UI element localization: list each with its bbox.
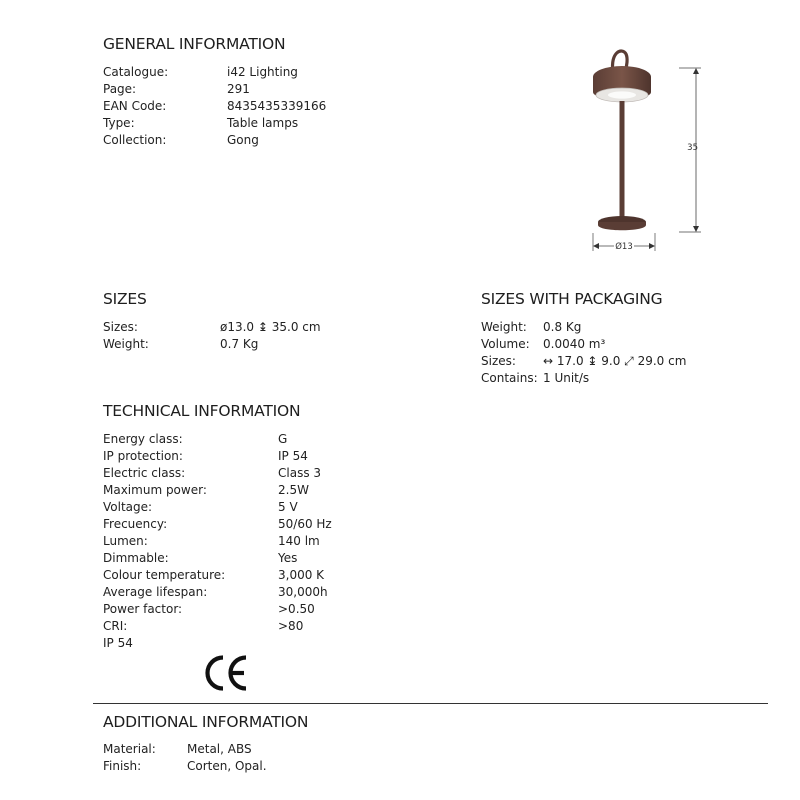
spec-row bbox=[481, 319, 771, 336]
sizes-label: Sizes: bbox=[103, 320, 138, 334]
average-lifespan-label: Average lifespan: bbox=[103, 585, 208, 599]
product-dimension-figure bbox=[576, 44, 711, 260]
page-value: 291 bbox=[227, 82, 250, 96]
electric-class-label: Electric class: bbox=[103, 466, 186, 480]
dimmable-value: Yes bbox=[278, 551, 298, 565]
lamp-stem bbox=[620, 101, 625, 221]
spec-row bbox=[103, 115, 403, 132]
spec-row bbox=[103, 601, 423, 618]
catalogue-label: Catalogue: bbox=[103, 65, 169, 79]
spec-row bbox=[103, 550, 423, 567]
package-sizes-label: Sizes: bbox=[481, 354, 516, 368]
diffuser-center bbox=[608, 91, 636, 98]
collection-value: Gong bbox=[227, 133, 259, 147]
energy-class-value: G bbox=[278, 432, 288, 446]
finish-label: Finish: bbox=[103, 759, 142, 773]
voltage-value: 5 V bbox=[278, 500, 298, 514]
catalogue-value: i42 Lighting bbox=[227, 65, 298, 79]
average-lifespan-value: 30,000h bbox=[278, 585, 328, 599]
ip-protection-value: IP 54 bbox=[278, 449, 308, 463]
spec-row bbox=[103, 567, 423, 584]
weight-label: Weight: bbox=[103, 337, 149, 351]
ip-protection-label: IP protection: bbox=[103, 449, 183, 463]
maximum-power-value: 2.5W bbox=[278, 483, 309, 497]
spec-row bbox=[103, 319, 403, 336]
package-sizes-value: ↔ 17.0 ↨ 9.0 ⤢ 29.0 cm bbox=[543, 354, 687, 368]
spec-row bbox=[103, 741, 403, 758]
additional-information-heading: ADDITIONAL INFORMATION bbox=[103, 713, 309, 731]
maximum-power-label: Maximum power: bbox=[103, 483, 207, 497]
spec-row bbox=[103, 81, 403, 98]
spec-row bbox=[103, 584, 423, 601]
spec-row bbox=[103, 482, 423, 499]
type-value: Table lamps bbox=[227, 116, 299, 130]
spec-row bbox=[103, 465, 423, 482]
spec-row bbox=[103, 132, 403, 149]
collection-label: Collection: bbox=[103, 133, 167, 147]
package-contains-label: Contains: bbox=[481, 371, 538, 385]
package-volume-value: 0.0040 m³ bbox=[543, 337, 606, 351]
power-factor-value: >0.50 bbox=[278, 602, 315, 616]
lumen-label: Lumen: bbox=[103, 534, 148, 548]
table-lamp-drawing bbox=[576, 44, 711, 260]
page-label: Page: bbox=[103, 82, 137, 96]
cri-value: >80 bbox=[278, 619, 304, 633]
ce-certification-icon bbox=[203, 653, 251, 693]
spec-row bbox=[103, 516, 423, 533]
type-label: Type: bbox=[103, 116, 135, 130]
electric-class-value: Class 3 bbox=[278, 466, 322, 480]
spec-row bbox=[103, 336, 403, 353]
spec-row bbox=[481, 353, 771, 370]
diameter-dimension-label: Ø13 bbox=[615, 242, 633, 252]
spec-row bbox=[103, 98, 403, 115]
finish-value: Corten, Opal. bbox=[187, 759, 267, 773]
colour-temperature-value: 3,000 K bbox=[278, 568, 325, 582]
spec-row bbox=[103, 758, 403, 775]
spec-row bbox=[481, 336, 771, 353]
package-volume-label: Volume: bbox=[481, 337, 530, 351]
spec-row bbox=[103, 618, 423, 635]
voltage-label: Voltage: bbox=[103, 500, 153, 514]
spec-row bbox=[103, 431, 423, 448]
energy-class-label: Energy class: bbox=[103, 432, 183, 446]
spec-row bbox=[103, 64, 403, 81]
section-divider bbox=[93, 703, 768, 704]
colour-temperature-label: Colour temperature: bbox=[103, 568, 226, 582]
sizes-value: ø13.0 ↨ 35.0 cm bbox=[220, 320, 321, 334]
dimmable-label: Dimmable: bbox=[103, 551, 169, 565]
package-weight-label: Weight: bbox=[481, 320, 527, 334]
sizes-with-packaging-heading: SIZES WITH PACKAGING bbox=[481, 290, 663, 308]
spec-row bbox=[103, 533, 423, 550]
frequency-value: 50/60 Hz bbox=[278, 517, 332, 531]
spec-row bbox=[103, 448, 423, 465]
material-value: Metal, ABS bbox=[187, 742, 252, 756]
cri-label: CRI: bbox=[103, 619, 128, 633]
lumen-value: 140 lm bbox=[278, 534, 320, 548]
material-label: Material: bbox=[103, 742, 156, 756]
height-dimension-label: 35 bbox=[687, 143, 698, 153]
ean-code-label: EAN Code: bbox=[103, 99, 167, 113]
technical-information-heading: TECHNICAL INFORMATION bbox=[103, 402, 301, 420]
sizes-heading: SIZES bbox=[103, 290, 147, 308]
weight-value: 0.7 Kg bbox=[220, 337, 259, 351]
frequency-label: Frecuency: bbox=[103, 517, 168, 531]
ean-code-value: 8435435339166 bbox=[227, 99, 327, 113]
spec-row bbox=[481, 370, 771, 387]
general-information-heading: GENERAL INFORMATION bbox=[103, 35, 286, 53]
ip-rating-text: IP 54 bbox=[103, 636, 133, 650]
power-factor-label: Power factor: bbox=[103, 602, 183, 616]
package-contains-value: 1 Unit/s bbox=[543, 371, 590, 385]
lamp-base-side bbox=[598, 222, 646, 230]
package-weight-value: 0.8 Kg bbox=[543, 320, 582, 334]
spec-row bbox=[103, 499, 423, 516]
